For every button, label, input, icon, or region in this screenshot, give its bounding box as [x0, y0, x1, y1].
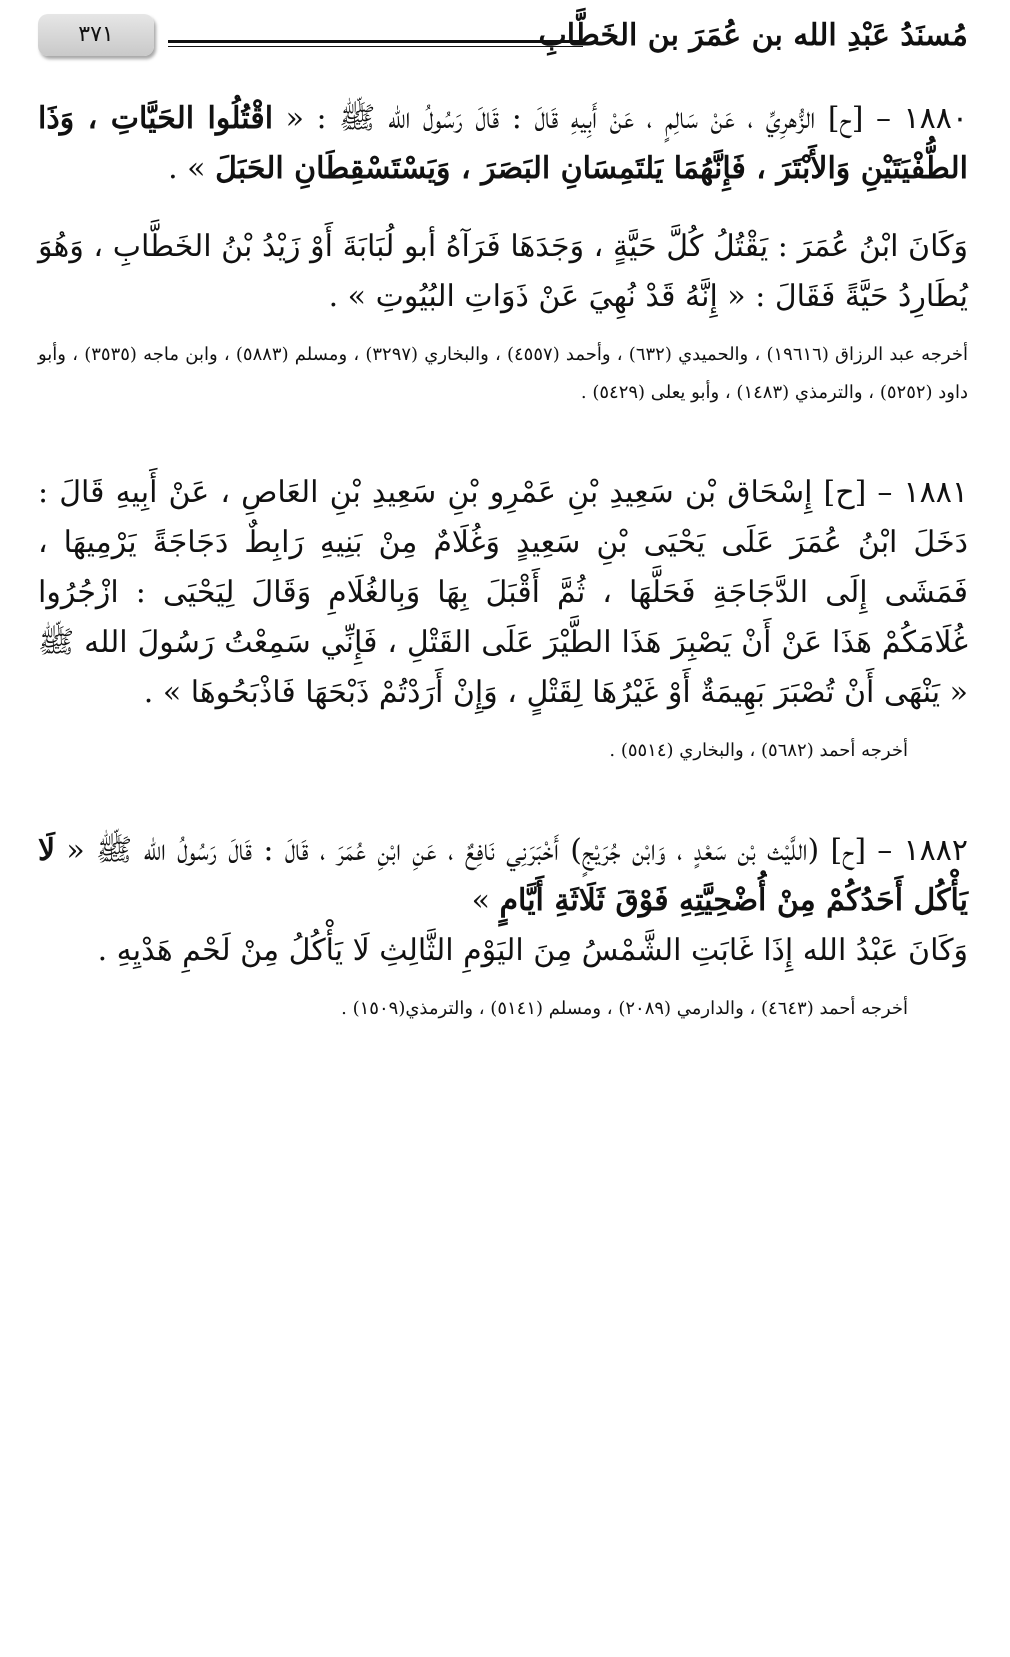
- hadith-1880: [38, 94, 968, 412]
- hadith-1881-text: ١٨٨١ – [ح] إِسْحَاق بْن سَعِيدِ بْنِ عَمْرِو بْنِ سَعِيدِ بْنِ العَاصِ ، عَنْ أَبِيهِ قَالَ : دَخَلَ ابْنُ عُمَرَ عَلَى يَحْيَى بْنِ سَعِيدٍ وَغُلَامٌ مِنْ بَنِيهِ رَابِطٌ دَجَاجَةً يَرْمِيهَا ، فَمَشَى إِلَى الدَّجَاجَةِ فَحَلَّهَا ، ثُمَّ أَقْبَلَ بِهَا وَبِالغُلَامِ وَقَالَ لِيَحْيَى : ازْجُرُوا غُلَامَكُمْ هَذَا عَنْ أَنْ يَصْبِرَ هَذَا الطَّيْرَ عَلَى القَتْلِ ، فَإِنِّي سَمِعْتُ رَسُولَ الله ﷺ « يَنْهَى أَنْ تُصْبَرَ بَهِيمَةٌ أَوْ غَيْرُهَا لِقَتْلٍ ، وَإِنْ أَرَدْتُمْ ذَبْحَهَا فَاذْبَحُوهَا » .: [38, 475, 968, 710]
- header-rule: [168, 40, 583, 47]
- hadith-1882-text: [38, 826, 968, 926]
- hadith-1882-close: »: [471, 883, 490, 918]
- book-page: [38, 0, 968, 1657]
- hadith-1880-text: [38, 94, 968, 194]
- hadith-1880-takhrij: أخرجه عبد الرزاق (١٩٦١٦) ، والحميدي (٦٣٢) ، وأحمد (٤٥٥٧) ، والبخاري (٣٢٩٧) ، ومسلم (٥٨٨٣) ، وابن ماجه (٣٥٣٥) ، وأبو داود (٥٢٥٢) ، والترمذي (١٤٨٣) ، وأبو يعلى (٥٤٢٩) .: [38, 344, 968, 403]
- page-header: [38, 12, 968, 64]
- hadith-1881-takhrij: أخرجه أحمد (٥٦٨٢) ، والبخاري (٥٥١٤) .: [609, 740, 908, 761]
- hadith-1880-note: وَكَانَ ابْنُ عُمَرَ : يَقْتُلُ كُلَّ حَيَّةٍ ، وَجَدَهَا فَرَآهُ أبو لُبَابَةَ أَوْ زَيْدُ بْنُ الخَطَّابِ ، وَهُوَ يُطَارِدُ حَيَّةً فَقَالَ : « إِنَّهُ قَدْ نُهِيَ عَنْ ذَوَاتِ البُيُوتِ » .: [38, 229, 968, 314]
- hadith-1882: [38, 826, 968, 1028]
- running-title: مُسنَدُ عَبْدِ الله بن عُمَرَ بن الخَطَّابِ: [538, 18, 968, 53]
- hadith-1881: [38, 468, 968, 770]
- hadith-1880-lead: ١٨٨٠ – [ح] الزُّهرِيِّ ، عَنْ سَالِمٍ ، عَنْ أَبِيهِ قَالَ : قَالَ رَسُولُ الله ﷺ : «: [285, 101, 968, 136]
- page-content: [38, 82, 968, 1084]
- hadith-1882-takhrij: أخرجه أحمد (٤٦٤٣) ، والدارمي (٢٠٨٩) ، ومسلم (٥١٤١) ، والترمذي(١٥٠٩) .: [341, 998, 908, 1019]
- hadith-1882-note: وَكَانَ عَبْدُ الله إِذَا غَابَتِ الشَّمْسُ مِنَ اليَوْمِ الثَّالِثِ لَا يَأْكُلُ مِنْ لَحْمِ هَدْيِهِ .: [97, 933, 968, 968]
- hadith-1882-lead: ١٨٨٢ – [ح] (اللَّيْث بْن سَعْدٍ ، وَابْن جُرَيْجٍ) أَخْبَرَنِي نَافِعٌ ، عَنِ ابْنِ عُمَرَ ، قَالَ : قَالَ رَسُولُ الله ﷺ «: [66, 833, 968, 868]
- hadith-1880-matn: اقْتُلُوا الحَيَّاتِ ، وَذَا الطُّفْيَتَيْنِ وَالأَبْتَرَ ، فَإِنَّهُمَا يَلتَمِسَانِ البَصَرَ ، وَيَسْتَسْقِطَانِ الحَبَلَ: [38, 101, 968, 186]
- hadith-1880-close: » .: [168, 151, 206, 186]
- page-number-badge: ٣٧١: [38, 14, 154, 56]
- hadith-1882-matn: لَا يَأْكُل أَحَدُكُمْ مِنْ أُضْحِيَّتِهِ فَوْقَ ثَلَاثَةِ أَيَّامٍ: [38, 833, 968, 918]
